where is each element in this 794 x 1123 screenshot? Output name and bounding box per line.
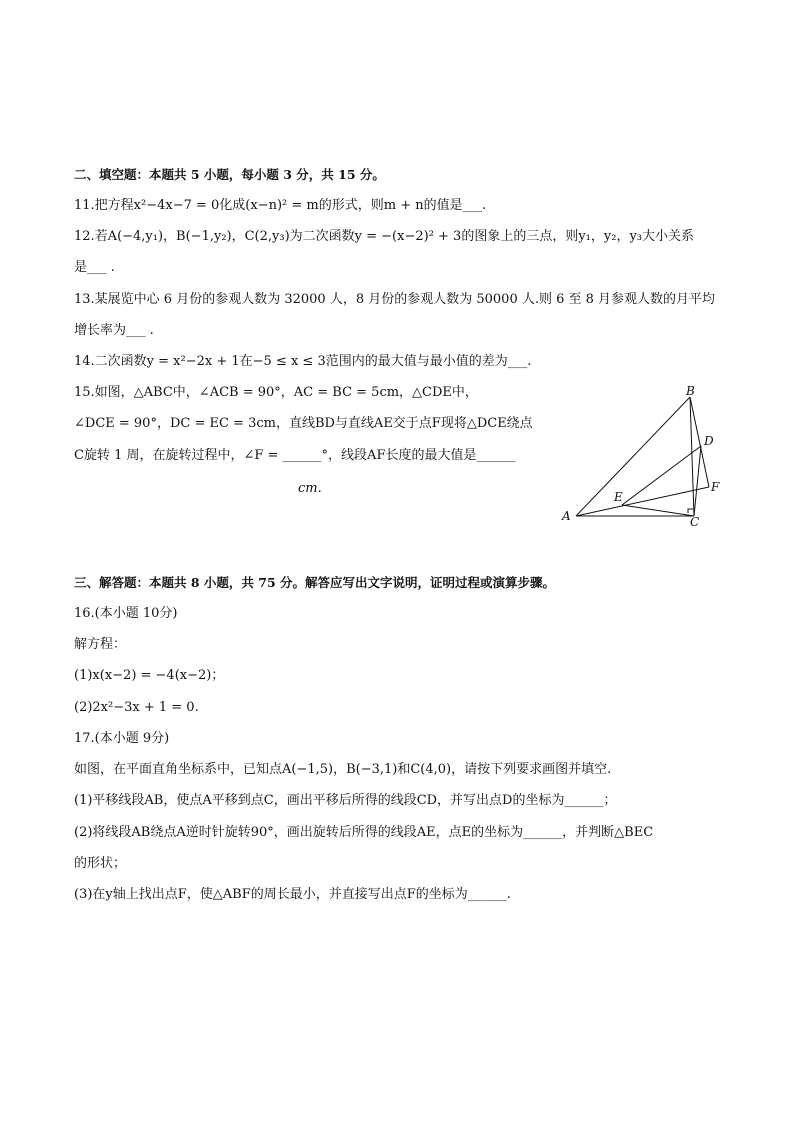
question-16-title: 16.(本小题 10分) [74,606,178,621]
label-A: A [562,509,571,523]
question-17-part-2b: 的形状； [74,856,127,871]
segment-DC [694,446,701,516]
question-11: 11.把方程x²−4x−7 = 0化成(x−n)² = m的形式，则m + n的值是___. [74,198,487,213]
question-17-part-2a: (2)将线段AB绕点A逆时针旋转90°，画出旋转后所得的线段AE，点E的坐标为______，并判断△BEC [74,825,654,840]
question-15-line-4: cm. [298,481,322,496]
question-16-prompt: 解方程： [74,637,127,652]
question-13-line-2: 增长率为___ . [74,323,154,338]
label-B: B [686,384,695,398]
question-15-line-2: ∠DCE = 90°，DC = EC = 3cm，直线BD与直线AE交于点F现将△DCE绕点 [74,416,533,431]
section-3-header: 三、解答题：本题共 8 小题，共 75 分。解答应写出文字说明，证明过程或演算步骤。 [74,575,556,590]
segment-AB [576,397,690,516]
question-12-line-2: 是___ . [74,260,115,275]
label-F: F [711,480,720,494]
segment-ED [622,446,701,505]
line-AF [576,487,709,516]
label-C: C [690,515,700,528]
section-2-header: 二、填空题：本题共 5 小题，每小题 3 分，共 15 分。 [74,167,385,182]
question-17-prompt: 如图，在平面直角坐标系中，已知点A(−1,5)，B(−3,1)和C(4,0)，请按下列要求画图并填空. [74,762,612,777]
question-15-line-3: C旋转 1 周，在旋转过程中，∠F = ______°，线段AF长度的最大值是______ [74,448,516,463]
question-12-line-1: 12.若A(−4,y₁)，B(−1,y₂)，C(2,y₃)为二次函数y = −(x−2)² + 3的图象上的三点，则y₁，y₂，y₃大小关系 [74,229,694,244]
triangle-figure [556,383,736,528]
right-angle-mark-C [688,509,693,513]
question-16-part-2: (2)2x²−3x + 1 = 0. [74,700,199,715]
question-17-part-3: (3)在y轴上找出点F，使△ABF的周长最小，并直接写出点F的坐标为______. [74,887,511,902]
label-E: E [614,490,623,504]
question-17-title: 17.(本小题 9分) [74,731,170,746]
question-14: 14.二次函数y = x²−2x + 1在−5 ≤ x ≤ 3范围内的最大值与最小值的差为___. [74,354,532,369]
question-13-line-1: 13.某展览中心 6 月份的参观人数为 32000 人，8 月份的参观人数为 50000 人.则 6 至 8 月参观人数的月平均 [74,292,716,307]
segment-EC [622,505,694,516]
question-16-part-1: (1)x(x−2) = −4(x−2)； [74,668,225,683]
label-D: D [704,434,714,448]
question-17-part-1: (1)平移线段AB，使点A平移到点C，画出平移后所得的线段CD，并写出点D的坐标为______； [74,793,617,808]
question-15-line-1: 15.如图，△ABC中，∠ACB = 90°，AC = BC = 5cm，△CDE中， [74,385,478,400]
